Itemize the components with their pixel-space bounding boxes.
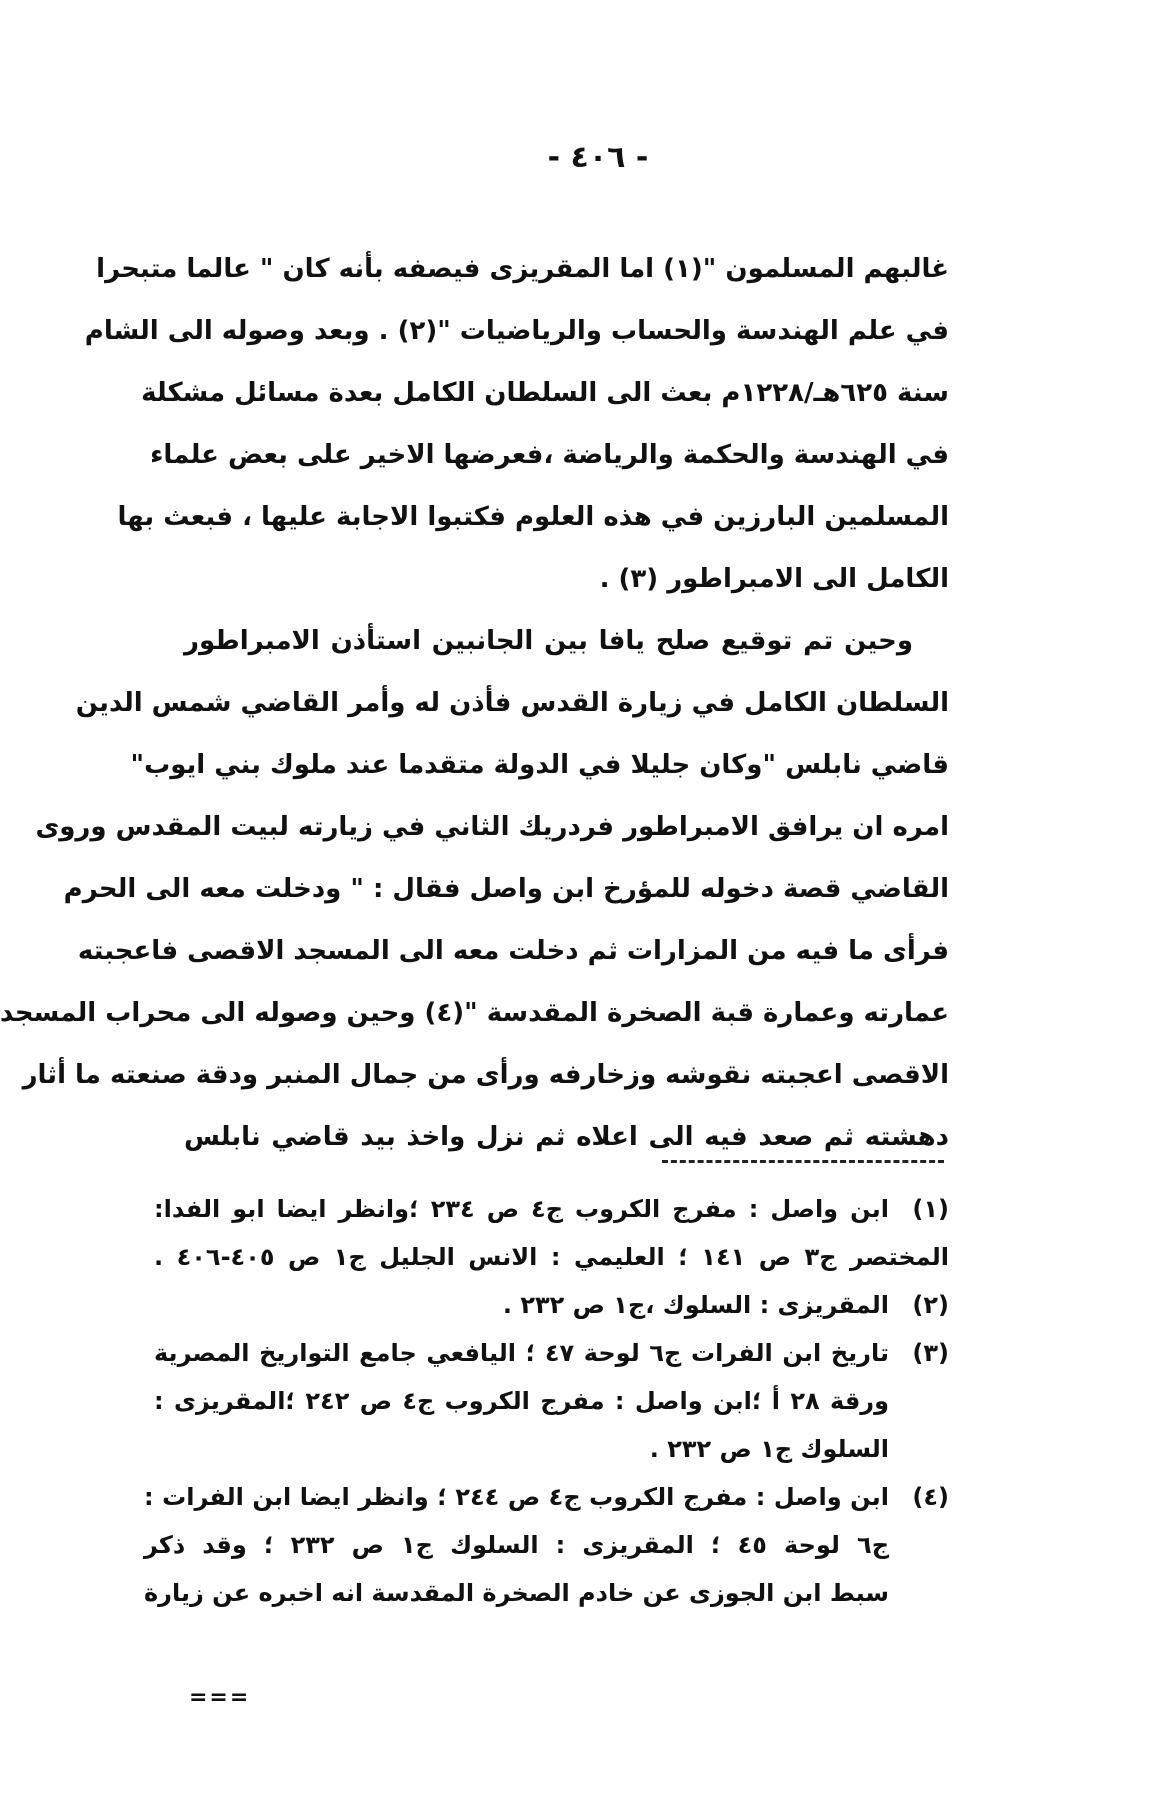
text-line: المسلمين البارزين في هذه العلوم فكتبوا الاجابة عليها ، فبعث بها (117, 502, 949, 532)
text-line: السلطان الكامل في زيارة القدس فأذن له وأمر القاضي شمس الدين (75, 688, 949, 718)
text-line: الاقصى اعجبته نقوشه وزخارفه ورأى من جمال المنبر ودقة صنعته ما أثار (22, 1060, 949, 1090)
footnote-line: سبط ابن الجوزى عن خادم الصخرة المقدسة انه اخبره عن زيارة (143, 1579, 889, 1607)
text-line: امره ان يرافق الامبراطور فردريك الثاني في زيارته لبيت المقدس وروى (35, 812, 949, 842)
footnotes (143, 1185, 950, 1617)
footnote-line: ابن واصل : مفرج الكروب ج٤ ص ٢٤٤ ؛ وانظر ايضا ابن الفرات : (143, 1483, 890, 1511)
text-line: غالبهم المسلمون "(١) اما المقريزى فيصفه بأنه كان " عالما متبحرا (96, 254, 949, 284)
footnote-line: ابن واصل : مفرج الكروب ج٤ ص ٢٣٤ ؛وانظر ايضا ابو الفدا: (154, 1195, 889, 1223)
page-number: - ٤٠٦ - (547, 140, 649, 175)
text-line: فرأى ما فيه من المزارات ثم دخلت معه الى المسجد الاقصى فاعجبته (77, 936, 949, 966)
footnote-line: ورقة ٢٨ أ ؛ابن واصل : مفرج الكروب ج٤ ص ٢٤٢ ؛المقريزى : (154, 1387, 890, 1415)
text-line: في الهندسة والحكمة والرياضة ،فعرضها الاخير على بعض علماء (150, 440, 949, 470)
text-line: القاضي قصة دخوله للمؤرخ ابن واصل فقال : " ودخلت معه الى الحرم (63, 874, 949, 904)
footnote-number: (٢) (912, 1291, 949, 1319)
footnote-line: المختصر ج٣ ص ١٤١ ؛ العليمي : الانس الجليل ج١ ص ٤٠٥-٤٠٦ . (154, 1243, 950, 1271)
main-text (0, 238, 949, 1168)
text-line: عمارته وعمارة قبة الصخرة المقدسة "(٤) وحين وصوله الى محراب المسجد (0, 998, 949, 1028)
footnote-line: السلوك ج١ ص ٢٣٢ . (649, 1435, 889, 1463)
footnote-number: (١) (912, 1195, 949, 1223)
footnote-body (154, 1281, 889, 1329)
footnote-4 (143, 1473, 949, 1617)
footnote-line: تاريخ ابن الفرات ج٦ لوحة ٤٧ ؛ اليافعي جامع التواريخ المصرية (154, 1339, 890, 1367)
footnote-body (154, 1329, 889, 1473)
footnote-2 (154, 1281, 949, 1329)
text-line: قاضي نابلس "وكان جليلا في الدولة متقدما عند ملوك بني ايوب" (130, 750, 949, 780)
continuation-marker: === (189, 1685, 251, 1710)
text-line: وحين تم توقيع صلح يافا بين الجانبين استأذن الامبراطور (184, 626, 913, 656)
text-line: الكامل الى الامبراطور (٣) . (599, 564, 949, 594)
footnote-separator (662, 1160, 944, 1163)
footnote-number: (٣) (912, 1339, 949, 1367)
text-line: سنة ٦٢٥هـ/١٢٢٨م بعث الى السلطان الكامل بعدة مسائل مشكلة (141, 378, 949, 408)
footnote-3 (154, 1329, 949, 1473)
footnote-line: ج٦ لوحة ٤٥ ؛ المقريزى : السلوك ج١ ص ٢٣٢ ؛ وقد ذكر (143, 1531, 889, 1559)
text-line: دهشته ثم صعد فيه الى اعلاه ثم نزل واخذ بيد قاضي نابلس (184, 1122, 949, 1152)
footnote-line: المقريزى : السلوك ،ج١ ص ٢٣٢ . (502, 1291, 889, 1319)
footnote-1 (154, 1185, 949, 1281)
footnote-body (154, 1185, 950, 1281)
footnote-body (144, 1473, 889, 1617)
footnote-number: (٤) (912, 1483, 949, 1511)
text-line: في علم الهندسة والحساب والرياضيات "(٢) . وبعد وصوله الى الشام (84, 316, 949, 346)
